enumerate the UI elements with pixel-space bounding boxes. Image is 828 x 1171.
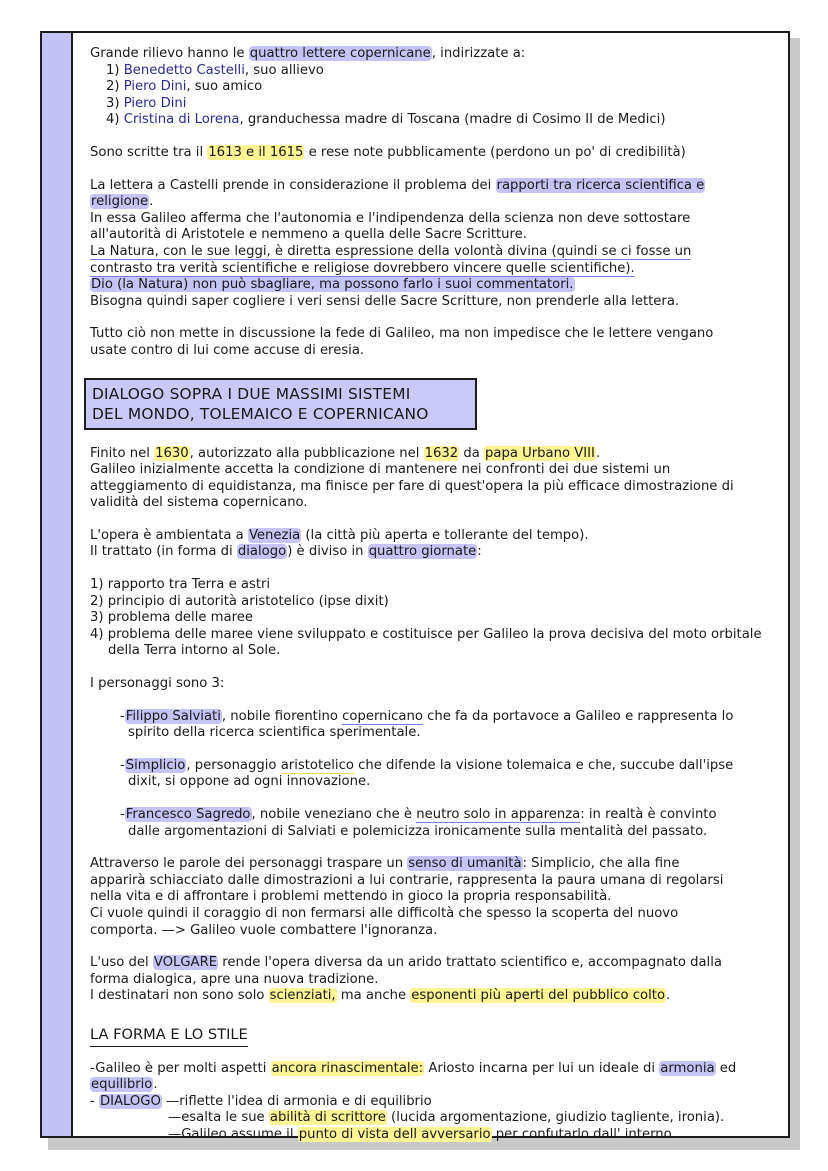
underlined-text: contrasto tra verità scientifiche e religiose dovrebbero vincere quelle scientifiche). <box>90 260 635 276</box>
underlined-text: copernicano <box>342 708 423 724</box>
dialogo-title-box: DIALOGO SOPRA I DUE MASSIMI SISTEMI DEL MONDO, TOLEMAICO E COPERNICANO <box>84 378 477 430</box>
notes-page <box>40 31 790 1142</box>
character-item: -Simplicio, personaggio aristotelico che difende la visione tolemaica e che, succube dall'ipse dixit, si oppone ad ogni innovazione. <box>120 757 734 790</box>
character-name: Filippo Salviati <box>125 708 221 724</box>
underlined-text: neutro solo in apparenza <box>416 807 581 822</box>
highlight: equilibrio <box>91 1077 153 1093</box>
highlight: armonia <box>660 1060 715 1076</box>
highlight: 1632 <box>424 445 459 461</box>
highlight: 1630 <box>155 445 189 461</box>
list-item: 4) problema delle maree viene sviluppato e costituisce per Galileo la prova decisiva del moto orbitale della Terra intorno al Sole. <box>90 626 762 659</box>
character-name: Francesco Sagredo <box>125 807 251 822</box>
giornate-list <box>90 577 780 660</box>
recipient-item: 3) Piero Dini <box>106 95 187 111</box>
highlight: ancora rinascimentale: <box>271 1060 424 1076</box>
recipient-item: 1) Benedetto Castelli, suo allievo <box>106 62 324 78</box>
highlight: dialogo <box>237 544 287 560</box>
underlined-text: aristotelico <box>280 757 354 773</box>
highlight: 1613 e il 1615 <box>208 144 304 160</box>
forma-section: -Galileo è per molti aspetti ancora rinascimentale: Ariosto incarna per lui un ideale di armonia ed equilibrio. - DIALOGO —riflette l'idea di armonia e di equilibrio —esalta le sue abilità di scrittore (lucida argomentazione, giudizio tagliente, ironia). —Galileo assume il punto di vista dell avversario per confutarlo dall' interno <box>90 1060 737 1142</box>
highlight: rapporti tra ricerca scientifica e <box>496 177 705 193</box>
intro-line: Grande rilievo hanno le quattro lettere copernicane, indirizzate a: <box>90 46 526 61</box>
margin-bar <box>42 33 73 1136</box>
highlight: scienziati, <box>269 988 336 1004</box>
dates-section: Sono scritte tra il 1613 e il 1615 e rese note pubblicamente (perdono un po' di credibilità) <box>90 144 686 160</box>
dialogo-info-section: Finito nel 1630, autorizzato alla pubblicazione nel 1632 da papa Urbano VIII. Galileo inizialmente accetta la condizione di mantenere nei confronti dei due sistemi un atteggiamento di equidistanza, ma finisce per fare di quest'opera la più efficace dimostrazione di validità del sistema copernicano. <box>90 445 734 511</box>
highlight: senso di umanità <box>408 856 522 872</box>
highlight: Venezia <box>248 527 301 543</box>
highlight: quattro giornate <box>368 544 477 560</box>
characters-intro: I personaggi sono 3: <box>90 676 225 692</box>
list-item: 2) principio di autorità aristotelico (ipse dixit) <box>90 593 389 609</box>
underlined-text: La Natura, con le sue leggi, è diretta espressione della volontà divina (quindi se ci fosse un <box>90 243 692 259</box>
notes-content <box>90 46 780 1144</box>
castelli-section: La lettera a Castelli prende in considerazione il problema dei rapporti tra ricerca scientifica e religione. In essa Galileo afferma che l'autonomia e l'indipendenza della scienza non deve sottostare all'autorità di Aristotele e nemmeno a quella delle Sacre Scritture. La Natura, con le sue leggi, è diretta espressione della volontà divina (quindi se ci fosse un contrasto tra verità scientifiche e religiose dovrebbero vincere quelle scientifiche). Dio (la Natura) non può sbagliare, ma possono farlo i suoi commentatori. Bisogna quindi saper cogliere i veri sensi delle Sacre Scritture, non prenderle alla lettera. <box>90 177 705 309</box>
highlight: abilità di scrittore <box>269 1110 386 1126</box>
highlight: punto di vista dell avversario <box>298 1126 491 1142</box>
highlight: Dio (la Natura) non può sbagliare, ma possono farlo i suoi commentatori. <box>91 277 574 293</box>
intro-section <box>90 46 780 129</box>
highlight: quattro lettere copernicane <box>249 46 431 61</box>
setting-section: L'opera è ambientata a Venezia (la città più aperta e tollerante del tempo). Il trattato (in forma di dialogo) è diviso in quattro giornate: <box>90 527 589 560</box>
highlight: esponenti più aperti del pubblico colto <box>411 988 666 1004</box>
character-name: Simplicio <box>125 757 186 773</box>
humanity-section: Attraverso le parole dei personaggi traspare un senso di umanità: Simplicio, che alla fine apparirà schiacciato dalle dimostrazioni a lui contrarie, rappresenta la paura umana di regolarsi nella vita e di affrontare i problemi mettendo in gioco la propria responsabilità. Ci vuole quindi il coraggio di non fermarsi alle difficoltà che spesso la scoperta del nuovo comporta. —> Galileo vuole combattere l'ignoranza. <box>90 856 724 938</box>
character-item: -Francesco Sagredo, nobile veneziano che è neutro solo in apparenza: in realtà è convinto dalle argomentazioni di Salviati e polemicizza ironicamente sulla mentalità del passato. <box>120 807 717 839</box>
faith-section: Tutto ciò non mette in discussione la fede di Galileo, ma non impedisce che le lettere vengano usate contro di lui come accuse di eresia. <box>90 326 714 358</box>
highlight: DIALOGO <box>99 1093 161 1109</box>
list-item: 3) problema delle maree <box>90 610 253 626</box>
recipient-item: 2) Piero Dini, suo amico <box>106 79 263 95</box>
character-item: -Filippo Salviati, nobile fiorentino copernicano che fa da portavoce a Galileo e rappresenta lo spirito della ricerca scientifica sperimentale. <box>120 708 734 741</box>
recipient-item: 4) Cristina di Lorena, granduchessa madre di Toscana (madre di Cosimo II de Medici) <box>106 112 666 128</box>
forma-title: LA FORMA E LO STILE <box>90 1027 248 1047</box>
highlight: papa Urbano VIII <box>485 445 595 461</box>
highlight: VOLGARE <box>153 955 218 971</box>
list-item: 1) rapporto tra Terra e astri <box>90 577 271 593</box>
highlight: religione <box>91 194 149 210</box>
volgare-section: L'uso del VOLGARE rende l'opera diversa da un arido trattato scientifico e, accompagnato dalla forma dialogica, apre una nuova tradizione. I destinatari non sono solo scienziati, ma anche esponenti più aperti del pubblico colto. <box>90 955 722 1004</box>
